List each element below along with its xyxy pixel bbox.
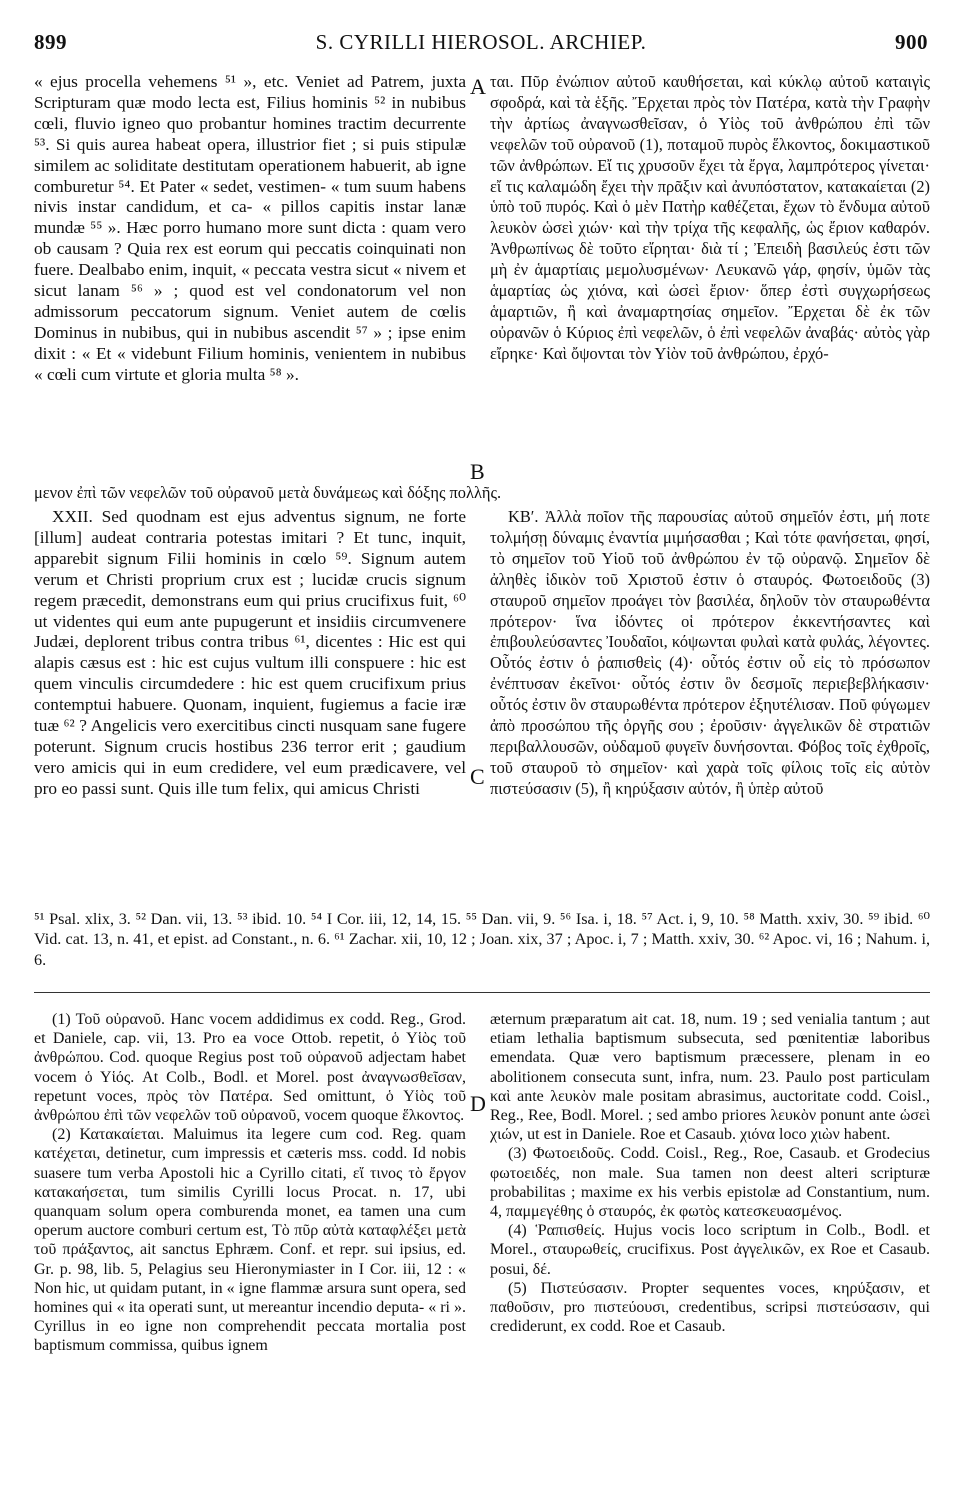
footnotes-right [490,1010,930,1488]
margin-letter-c: C [470,764,485,789]
footnote-2: (2) Κατακαίεται. Maluimus ita legere cum cod. Reg. quam κατέχεται, detinetur, cum impressis et cæteris mss. codd. Id nobis suasere tum verba Apostoli hic a Cyrillo citati, εἴ τινος τὸ ἔργον κατακαήσεται, tum similis Cyrilli locus Procat. n. 17, ubi quanquam solum opera comburenda monet, ea tamen una cum operum auctore comburi certum est, Τὸ πῦρ αὐτὰ καταφλέξει μετὰ τοῦ πράξαντος, ait sanctus Ephræm. Conf. et repr. sui ipsius, ed. Gr. p. 98, lib. 5, Pelagius seu Hieronymiaster in I Cor. iii, 12 : « Non hic, ut quidam putant, in « igne flammæ arsura sunt opera, sed homines qui « ita operati sunt, ut mereantur incendio deputa- « ri ». Cyrillus in eo igne non comprehendit peccata mortalia post baptismum commissa, quibus ignem [34,1126,466,1355]
margin-letter-d: D [470,1091,486,1116]
section-number-latin: XXII. [52,507,93,526]
footnotes-left [34,1010,466,1488]
footnote-1: (1) Τοῦ οὐρανοῦ. Hanc vocem addidimus ex codd. Reg., Grod. et Daniele, cap. vii, 13. Pro ea voce Ottob. repetit, ὁ Υἱὸς τοῦ ἀνθρώπου. Cod. quoque Regius post τοῦ οὐρανοῦ adjectam habet vocem ὁ Υἱός. At Colb., Bodl. et Morel. post ἀναγνωσθεῖσαν, repetunt voces, πρὸς τὸν Πατέρα. Sed omittunt, ὁ Υἱὸς τοῦ ἀνθρώπου ἐπὶ τῶν νεφελῶν τοῦ οὐρανοῦ, vocem quoque ἕλκοντος. [34,1011,466,1125]
margin-letter-b: B [470,459,485,484]
greek-bridge-line: μενον ἐπὶ τῶν νεφελῶν τοῦ οὐρανοῦ μετὰ δυνάμεως καὶ δόξης πολλῆς. [34,483,502,502]
scripture-references: ⁵¹ Psal. xlix, 3. ⁵² Dan. vii, 13. ⁵³ ibid. 10. ⁵⁴ I Cor. iii, 12, 14, 15. ⁵⁵ Dan. vii, 9. ⁵⁶ Isa. i, 18. ⁵⁷ Act. i, 9, 10. ⁵⁸ Matth. xxiv, 30. ⁵⁹ ibid. ⁶⁰ Vid. cat. 13, n. 41, et epist. ad Constant., n. 6. ⁶¹ Zachar. xii, 10, 12 ; Joan. xix, 37 ; Apoc. i, 7 ; Matth. xxiv, 30. ⁶² Apoc. vi, 16 ; Nahum. i, 6. [34,910,930,969]
greek-section-text: Ἀλλὰ ποῖον τῆς παρουσίας αὐτοῦ σημεῖόν ἐστι, μή ποτε τολμήσῃ δύναμις ἐναντία μιμήσασθαι ; Καὶ τότε φανήσεται, φησί, τὸ σημεῖον τοῦ Υἱοῦ τοῦ ἀνθρώπου ἐν τῷ οὐρανῷ. Σημεῖον δὲ ἀληθὲς ἰδικὸν τοῦ Χριστοῦ ἐστιν ὁ σταυρός. Φωτοειδοῦς (3) σταυροῦ σημεῖον προάγει τὸν βασιλέα, δηλοῦν τὸν σταυρωθέντα πρότερον· ἵνα ἰδόντες οἱ πρότερον ἐκκεντήσαντες καὶ ἐπιβουλεύσαντες Ἰουδαῖοι, κόψωνται φυλαὶ κατὰ φυλάς, λέγοντες. Οὗτός ἐστιν ὁ ῥαπισθεὶς (4)· οὗτός ἐστιν οὗ εἰς τὸ πρόσωπον ἐνέπτυσαν ἐκεῖνοι· οὗτός ἐστιν ὃν δεσμοῖς περιεβεβλήκασιν· οὗτός ἐστιν ὃν σταυρωθέντα πρότερον ἐξηυτέλισαν. Ποῦ φύγωμεν ἀπὸ προσώπου τῆς ὀργῆς σου ; ἐροῦσιν· ἀγγελικῶν δὲ στρατιῶν περιβαλλουσῶν, οὐδαμοῦ φυγεῖν δυνήσονται. Φόβος τοῖς ἐχθροῖς, τοῦ σταυροῦ τὸ σημεῖον· καὶ χαρὰ τοῖς φίλοις τοῖς εἰς αὐτὸν πιστεύσασιν (5), ἢ κηρύξασιν αὐτόν, ἢ ὑπὲρ αὐτοῦ [490,507,930,798]
greek-paragraph-2 [490,507,930,800]
greek-paragraph-1: ται. Πῦρ ἐνώπιον αὐτοῦ καυθήσεται, καὶ κύκλῳ αὐτοῦ καταιγὶς σφοδρά, καὶ τὰ ἑξῆς. Ἔρχεται πρὸς τὸν Πατέρα, κατὰ τὴν Γραφὴν τὴν ἀρτίως ἀναγνωσθεῖσαν, ὁ Υἱὸς τοῦ ἀνθρώπου ἐπὶ τῶν νεφελῶν τοῦ οὐρανοῦ (1), ποταμοῦ πυρὸς ἕλκοντος, δοκιμαστικοῦ τῶν ἀνθρώπων. Εἴ τις χρυσοῦν ἔχει τὰ ἔργα, λαμπρότερος γίνεται· εἴ τις καλαμώδη ἔχει τὴν πρᾶξιν καὶ ἀνυπόστατον, κατακαίεται (2) ὑπὸ τοῦ πυρός. Καὶ ὁ μὲν Πατὴρ καθέζεται, ἔχων τὸ ἔνδυμα αὐτοῦ λευκὸν ὡσεὶ χιών· καὶ τὴν τρίχα τῆς κεφαλῆς, ὡς ἔριον καθαρόν. Ἀνθρωπίνως δὲ τοῦτο εἴρηται· διὰ τί ; Ἐπειδὴ βασιλεύς ἐστι τῶν μὴ ἐν ἁμαρτίαις μεμολυσμένων· Λευκανῶ γάρ, φησίν, ὑμῶν τὰς ἁμαρτίας ὡς χιόνα, καὶ ὡσεὶ ἔριον· ὅπερ ἐστὶ συγχωρήσεως ἁμαρτιῶν, ἢ καὶ ἀναμαρτησίας σημεῖον. Ἔρχεται δὲ ἐκ τῶν οὐρανῶν ὁ Κύριος ἐπὶ νεφελῶν, ὁ ἐπὶ νεφελῶν ἀναβάς· αὐτὸς γὰρ εἴρηκε· Καὶ ὄψονται τὸν Υἱὸν τοῦ ἀνθρώπου, ἐρχό- [490,72,930,363]
section-number-greek: ΚΒʹ. [508,507,539,526]
margin-letter-a: A [470,74,486,99]
latin-section-text: Sed quodnam est ejus adventus signum, ne forte [illum] audeat contraria potestas imitari ? Et tunc, inquit, apparebit signum Filii hominis in cœlo ⁵⁹. Signum autem verum et Christi proprium crux est ; lucidæ crucis signum regem præcedit, demonstrans eum qui prius crucifixus fuit, ⁶⁰ ut videntes qui eum ante pupugerunt et insidiis circumvenere Judæi, deplorent tribus contra tribus ⁶¹, dicentes : Hic est qui alapis cæsus est : hic est cujus vultum illi conspuere : hic est quem vinculis circumdedere : hic est quem crucifixum prius contemptui habuere. Quonam, inquient, fugiemus a facie iræ tuæ ⁶² ? Angelicis vero exercitibus cincti nusquam sane fugere poterunt. Signum crucis hostibus 236 terror erit ; gaudium vero amicis qui in eum credidere, vel eum prædicavere, vel pro eo passi sunt. Quis ille tum felix, qui amicus Christi [34,507,466,798]
footnote-2-continued: æternum præparatum ait cat. 18, num. 19 ; sed venialia tantum ; aut etiam lethalia baptismum subsecuta, sed pœnitentiæ laboribus emendata. Quæ vero baptismum præcessere, plenam in eo abolitionem consecuta sunt, infra, num. 23. Paulo post particulam καὶ ante λευκὸν male positam abrasimus, auctoritate codd. Coisl., Reg., Ree, Bodl. Morel. ; sed ambo priores λευκὸν ponunt ante ὡσεὶ χιών, ut est in Daniele. Roe et Casaub. χιόνα loco χιὼν habent. [490,1011,930,1144]
latin-column-top [34,72,466,483]
running-title: S. CYRILLI HIEROSOL. ARCHIEP. [315,30,647,54]
latin-paragraph-2 [34,507,466,800]
running-header [34,30,928,60]
footnote-3: (3) Φωτοειδοῦς. Codd. Coisl., Reg., Roe, Casaub. et Grodecius φωτοειδές, non male. Sua tamen non deest alteri scripturæ probabilitas ; maxime ex his verbis epistolæ ad Constantium, num. 4, παμμεγέθης ὁ σταυρός, ἐκ φωτὸς κατεσκευασμένος. [490,1145,930,1221]
footnote-4: (4) Ῥαπισθείς. Hujus vocis loco scriptum in Colb., Bodl. et Morel., σταυρωθείς, crucifixus. Post ἀγγελικῶν, ex Roe et Casaub. posui, δέ. [490,1222,930,1278]
page-number-right: 900 [895,30,928,54]
latin-paragraph-1: « ejus procella vehemens ⁵¹ », etc. Veniet ad Patrem, juxta Scripturam quæ modo lecta est, Filius hominis ⁵² in nubibus cœli, fluvio igneo quo probantur homines tractim decurrente ⁵³. Si quis aurea habeat opera, illustrior fiet ; si puis stipulæ similem ac soliditate destitutam operationem habuerit, ab igne comburetur ⁵⁴. Et Pater « sedet, vestimen- « tum suum habens nivis instar candidum, et ca- « pillos capitis instar lanæ mundæ ⁵⁵ ». Hæc porro humano more sunt dicta : quam vero ob causam ? Quia rex est eorum qui peccatis coinquinati non fuere. Dealbabo enim, inquit, « peccata vestra sicut « nivem et sicut lanam ⁵⁶ » ; quod est vel condonatorum vel non admissorum peccatorum signum. Veniet autem de cœlis Dominus in nubibus, qui in nubibus ascendit ⁵⁷ » ; ipse enim dixit : « Et « videbunt Filium hominis, venientem in nubibus « cœli cum virtute et gloria multa ⁵⁸ ». [34,72,466,384]
footnote-5: (5) Πιστεύσασιν. Propter sequentes voces, κηρύξασιν, et παθοῦσιν, pro πιστεύουσι, credentibus, scripsi πιστεύσασιν, qui crediderunt, ex codd. Roe et Casaub. [490,1279,930,1336]
footnote-divider [34,992,930,993]
page-number-left: 899 [34,30,67,54]
greek-column-top [490,72,930,483]
greek-column-section-22 [490,507,930,899]
latin-column-section-22 [34,507,466,899]
